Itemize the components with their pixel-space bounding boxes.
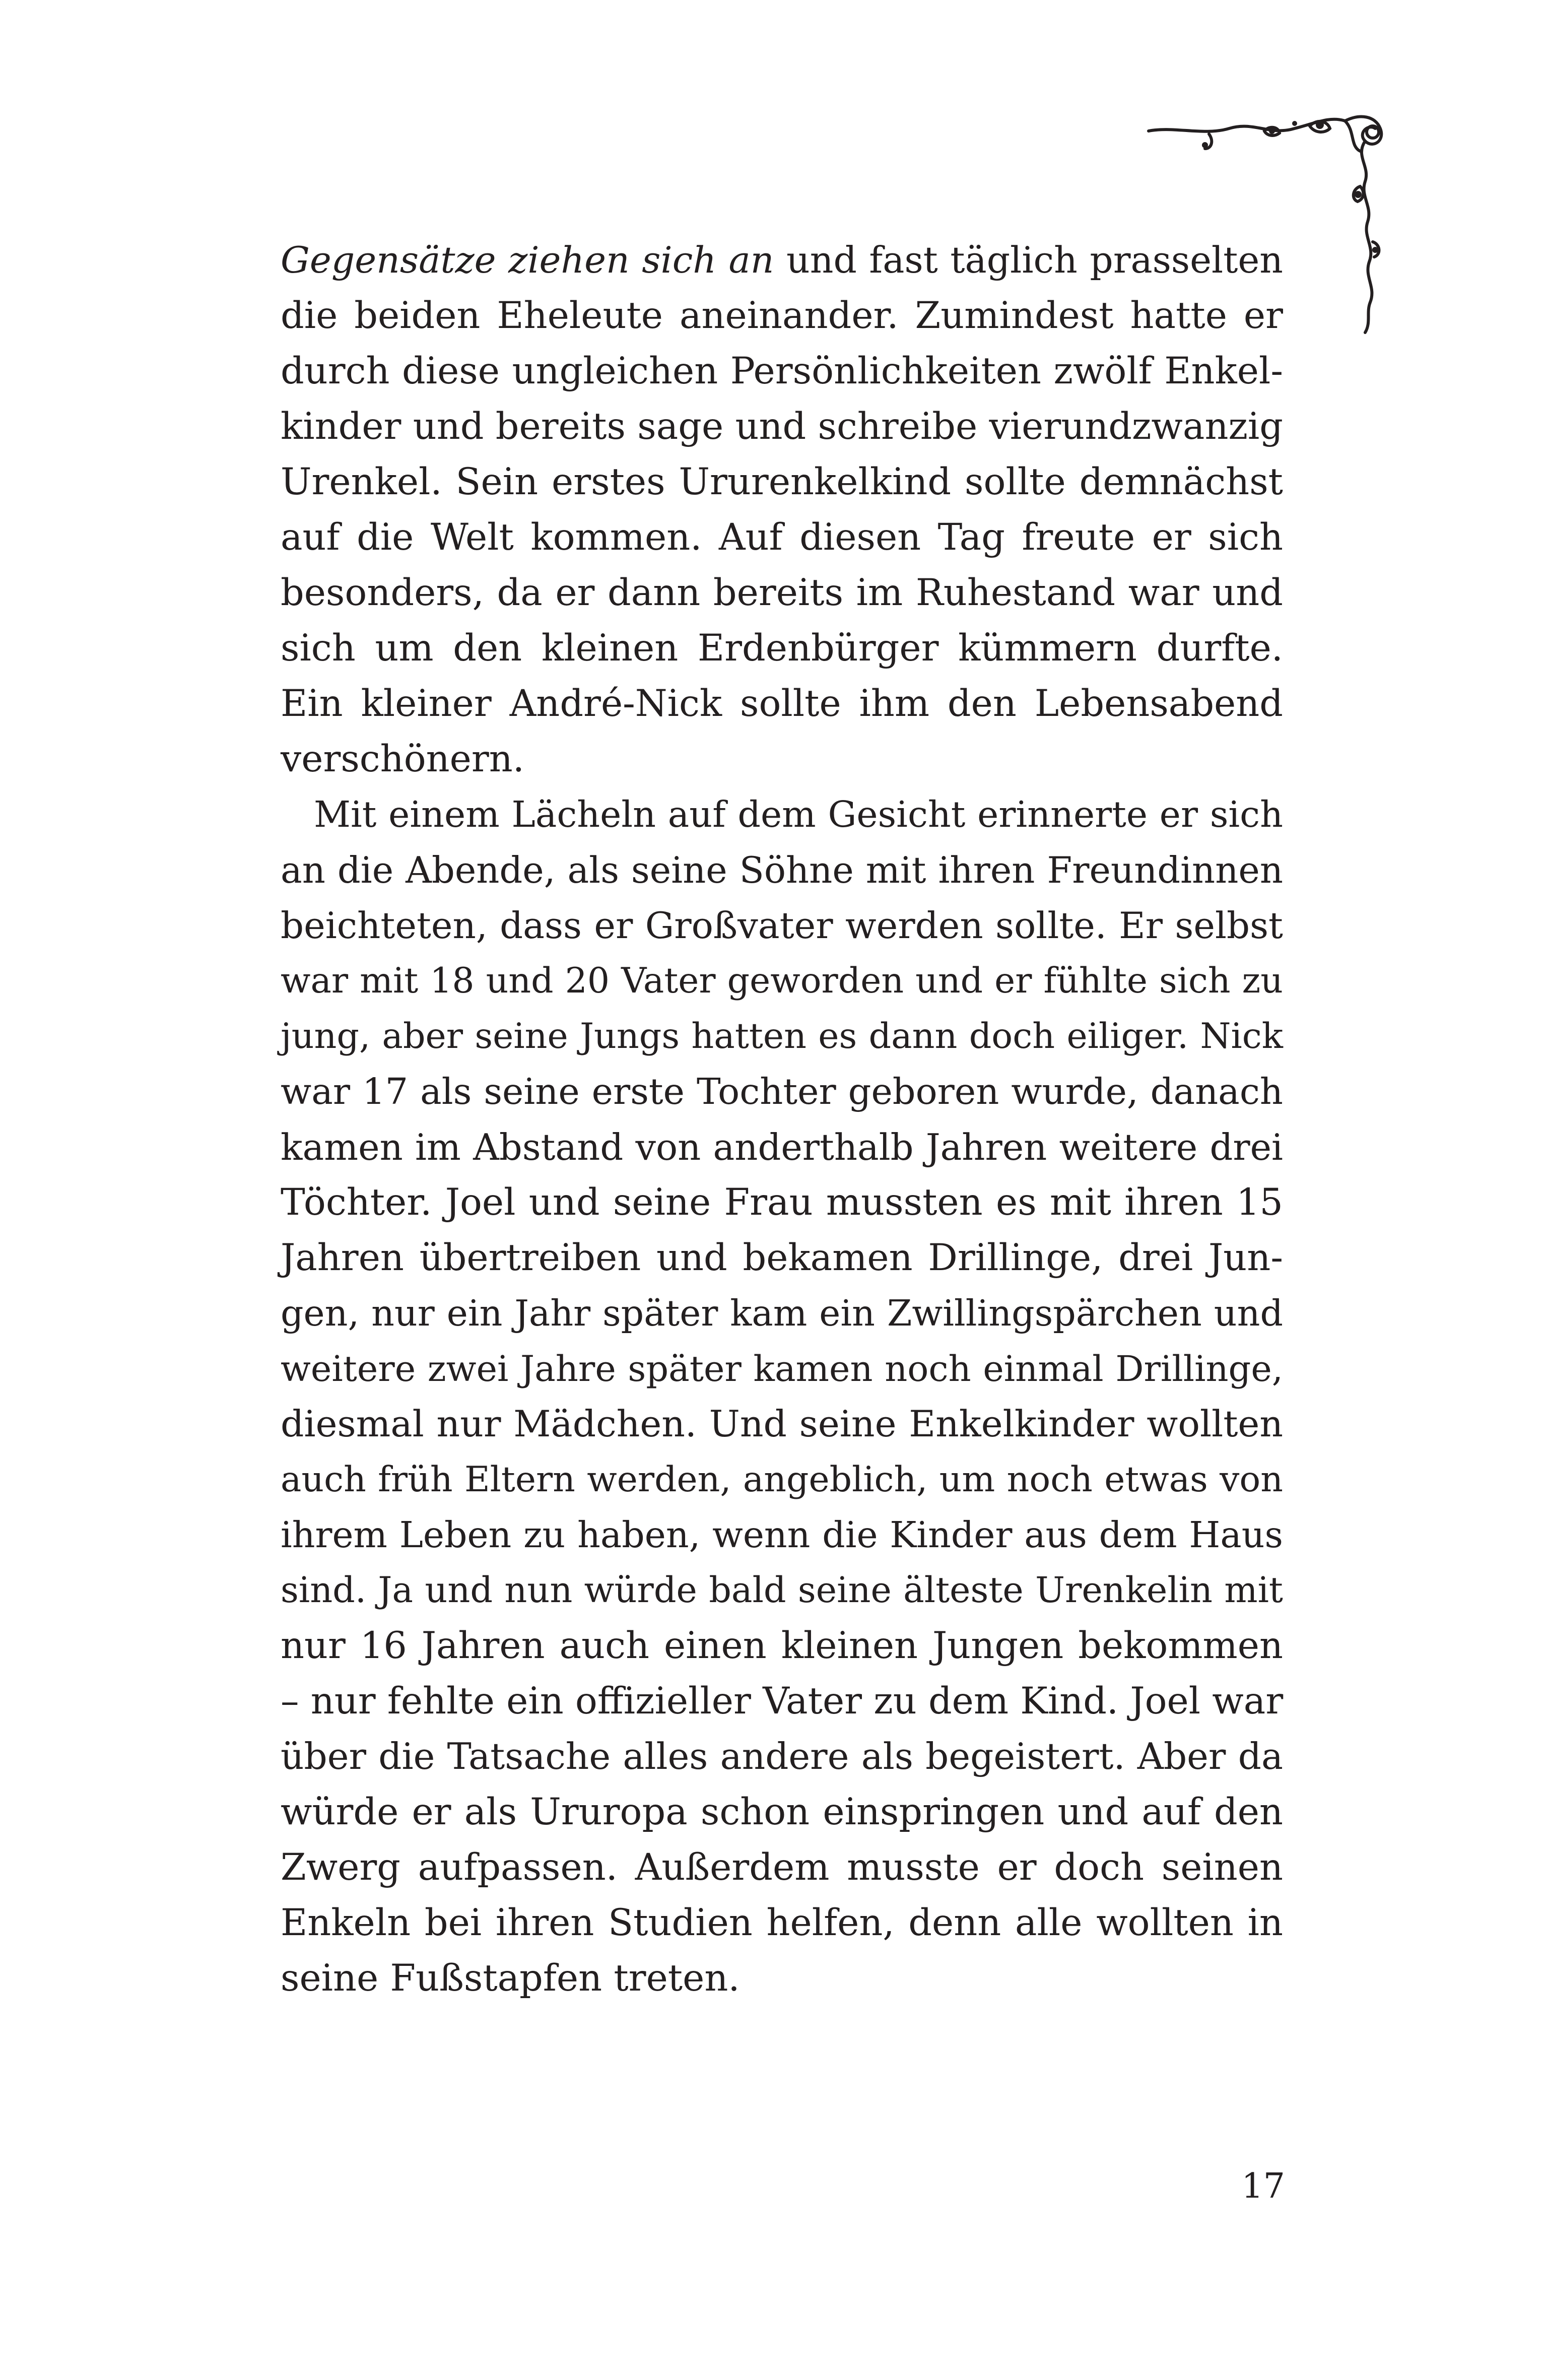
text-line: war 17 als seine erste Tochter geboren wurde, danach	[281, 1071, 1283, 1112]
text-line: nur 16 Jahren auch einen kleinen Jungen bekommen	[281, 1624, 1283, 1667]
text-line: war mit 18 und 20 Vater geworden und er fühlte sich zu	[281, 960, 1283, 1001]
text-line: über die Tatsache alles andere als begeistert. Aber da	[281, 1736, 1283, 1778]
text-line: Ein kleiner André-Nick sollte ihm den Lebensabend	[281, 682, 1283, 725]
page-number: 17	[1241, 2166, 1285, 2206]
text-line: kinder und bereits sage und schreibe vierundzwanzig	[281, 405, 1283, 448]
body-text	[281, 233, 1283, 2006]
text-line: kamen im Abstand von anderthalb Jahren weitere drei	[281, 1126, 1283, 1168]
text-line-rest: und fast täglich prasselten	[774, 239, 1284, 282]
text-line: Jahren übertreiben und bekamen Drillinge, drei Jun-	[281, 1236, 1283, 1279]
text-line: ihrem Leben zu haben, wenn die Kinder aus dem Haus	[281, 1514, 1283, 1556]
text-line: an die Abende, als seine Söhne mit ihren Freundinnen	[281, 849, 1283, 891]
text-line: – nur fehlte ein offizieller Vater zu dem Kind. Joel war	[281, 1680, 1284, 1723]
text-line: sich um den kleinen Erdenbürger kümmern durfte.	[281, 627, 1283, 670]
text-line: Zwerg aufpassen. Außerdem musste er doch seinen	[281, 1846, 1283, 1889]
text-line: beichteten, dass er Großvater werden sollte. Er selbst	[281, 904, 1283, 947]
text-line: die beiden Eheleute aneinander. Zumindest hatte er	[281, 294, 1283, 337]
text-line: durch diese ungleichen Persönlichkeiten zwölf Enkel-	[281, 350, 1283, 392]
text-line: Mit einem Lächeln auf dem Gesicht erinnerte er sich	[314, 794, 1283, 835]
text-line: würde er als Ururopa schon einspringen und auf den	[281, 1791, 1283, 1833]
text-line: besonders, da er dann bereits im Ruhestand war und	[281, 571, 1283, 614]
text-line: Töchter. Joel und seine Frau mussten es mit ihren 15	[281, 1181, 1283, 1224]
text-line: seine Fußstapfen treten.	[281, 1957, 740, 2000]
text-line: sind. Ja und nun würde bald seine älteste Urenkelin mit	[281, 1570, 1283, 1611]
text-line: diesmal nur Mädchen. Und seine Enkelkinder wollten	[281, 1403, 1283, 1445]
text-line: Urenkel. Sein erstes Ururenkelkind sollte demnächst	[281, 460, 1283, 503]
text-line: auf die Welt kommen. Auf diesen Tag freute er sich	[281, 516, 1283, 559]
text-line	[281, 233, 1283, 288]
text-line: weitere zwei Jahre später kamen noch einmal Drillinge,	[281, 1348, 1283, 1390]
text-line: gen, nur ein Jahr später kam ein Zwillingspärchen und	[281, 1292, 1283, 1334]
text-line: Enkeln bei ihren Studien helfen, denn alle wollten in	[281, 1901, 1283, 1944]
text-line: auch früh Eltern werden, angeblich, um noch etwas von	[281, 1459, 1283, 1500]
text-line: verschönern.	[281, 738, 524, 780]
text-line: jung, aber seine Jungs hatten es dann doch eiliger. Nick	[281, 1016, 1283, 1056]
italic-phrase: Gegensätze ziehen sich an	[281, 239, 774, 282]
